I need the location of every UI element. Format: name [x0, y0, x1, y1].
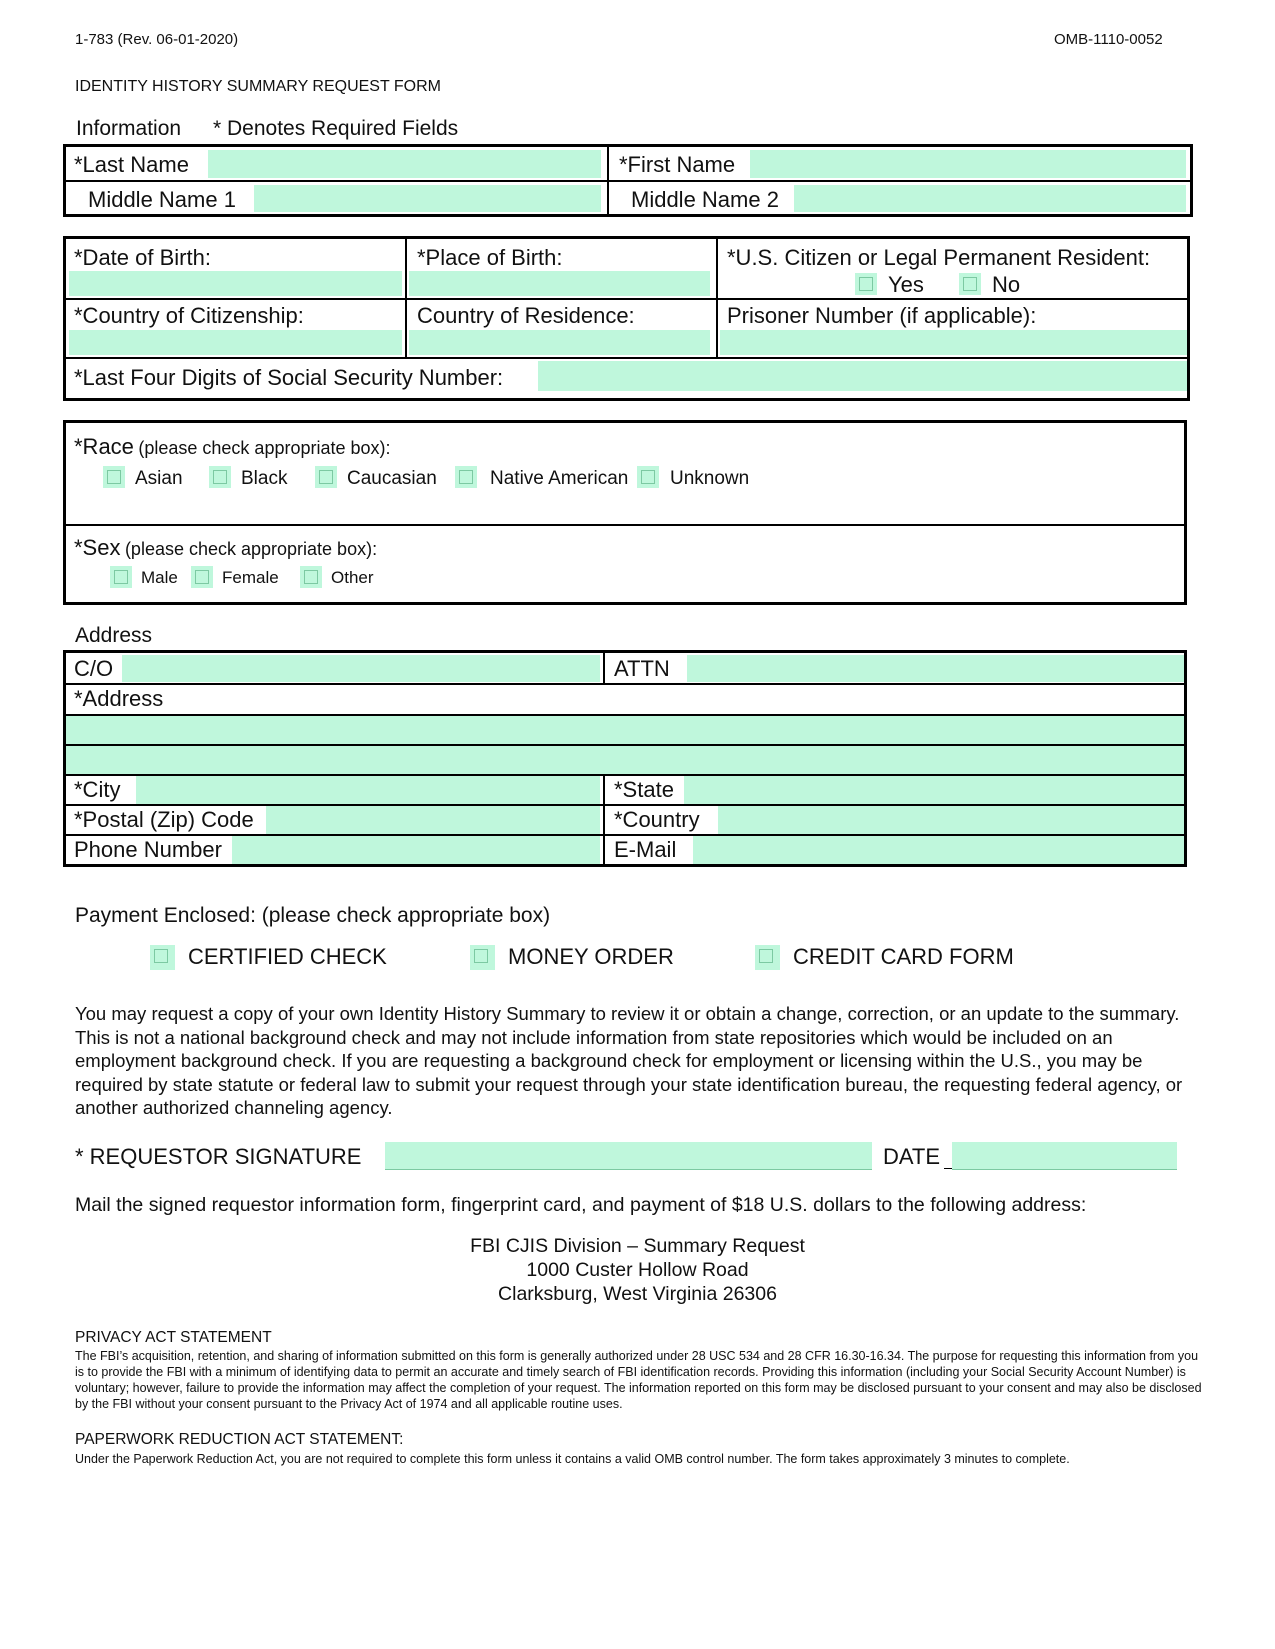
dob-input[interactable] — [69, 271, 402, 296]
race-black-label: Black — [241, 468, 288, 489]
co-label: C/O — [74, 656, 114, 681]
payment-money-order-label: MONEY ORDER — [508, 944, 674, 969]
signature-label: * REQUESTOR SIGNATURE — [75, 1144, 362, 1169]
middle-name-2-input[interactable] — [794, 185, 1186, 212]
country-input[interactable] — [718, 806, 1184, 834]
city-input[interactable] — [136, 776, 600, 804]
payment-certified-check-label: CERTIFIED CHECK — [188, 944, 387, 969]
race-sex-table — [63, 420, 1187, 605]
race-heading — [74, 434, 391, 460]
pob-label: *Place of Birth: — [417, 245, 563, 270]
email-label: E-Mail — [614, 837, 677, 862]
sex-label: *Sex — [74, 535, 121, 560]
race-asian-label: Asian — [135, 468, 183, 489]
postal-label: *Postal (Zip) Code — [74, 807, 254, 832]
race-black-checkbox[interactable] — [209, 466, 231, 488]
country-label: *Country — [614, 807, 700, 832]
citizen-no-checkbox[interactable] — [959, 273, 981, 295]
date-label: DATE — [883, 1144, 941, 1169]
citizen-label: *U.S. Citizen or Legal Permanent Resident: — [727, 245, 1151, 270]
phone-label: Phone Number — [74, 837, 222, 862]
attn-input[interactable] — [687, 655, 1184, 682]
address-line-2-input[interactable] — [66, 746, 1184, 774]
notice-paragraph: You may request a copy of your own Identity History Summary to review it or obtain a change, correction, or an update to the summary. This is not a national background check and may not include information from state repositories which would be included on an employment background check. If you are requesting a background check for employment or licensing within the U.S., you may be required by state statute or federal law to submit your request through your state identification bureau, the requesting federal agency, or another authorized channeling agency. — [75, 1003, 1183, 1118]
last-name-label: *Last Name — [74, 152, 189, 177]
ssn-label: *Last Four Digits of Social Security Number: — [74, 365, 504, 390]
info-heading: Information — [76, 117, 182, 140]
country-citizenship-label: *Country of Citizenship: — [74, 303, 304, 328]
race-hint: (please check appropriate box): — [138, 438, 391, 458]
name-table — [63, 144, 1193, 217]
payment-certified-check-checkbox[interactable] — [150, 945, 175, 970]
citizen-yes-label: Yes — [888, 272, 924, 297]
sex-heading — [74, 535, 377, 561]
race-native-american-label: Native American — [490, 468, 629, 489]
privacy-text: The FBI’s acquisition, retention, and sharing of information submitted on this form is generally authorized under 28 USC 534 and 28 CFR 16.30-16.34. The purpose for requesting this information from you is to provide the FBI with a minimum of identifying data to permit an accurate and timely search of FBI identification records. Providing this information (including your Social Security Account Number) is voluntary; however, failure to provide the information may affect the completion of your request. The information reported on this form may be disclosed pursuant to your consent and may also be disclosed by the FBI without your consent pursuant to the Privacy Act of 1974 and all applicable routine uses. — [75, 1349, 1202, 1411]
state-label: *State — [614, 777, 674, 802]
postal-input[interactable] — [266, 806, 600, 834]
sex-hint: (please check appropriate box): — [124, 539, 378, 559]
mailing-address-line-1: FBI CJIS Division – Summary Request — [470, 1235, 805, 1257]
date-underline — [944, 1168, 952, 1169]
race-caucasian-checkbox[interactable] — [315, 466, 337, 488]
race-asian-checkbox[interactable] — [103, 466, 125, 488]
state-input[interactable] — [684, 776, 1184, 804]
payment-money-order-checkbox[interactable] — [470, 945, 495, 970]
paperwork-heading: PAPERWORK REDUCTION ACT STATEMENT: — [75, 1431, 404, 1448]
email-input[interactable] — [693, 836, 1184, 864]
prisoner-number-label: Prisoner Number (if applicable): — [727, 303, 1037, 328]
country-citizenship-input[interactable] — [69, 330, 402, 355]
race-unknown-checkbox[interactable] — [637, 466, 659, 488]
prisoner-number-input[interactable] — [720, 330, 1187, 355]
ssn-input[interactable] — [538, 361, 1187, 391]
phone-input[interactable] — [232, 836, 600, 864]
sex-other-checkbox[interactable] — [300, 566, 322, 588]
middle-name-1-label: Middle Name 1 — [88, 187, 236, 212]
form-title: IDENTITY HISTORY SUMMARY REQUEST FORM — [75, 78, 441, 95]
address-label: *Address — [74, 686, 164, 711]
country-residence-input[interactable] — [409, 330, 710, 355]
payment-credit-card-checkbox[interactable] — [755, 945, 780, 970]
co-input[interactable] — [122, 655, 600, 682]
last-name-input[interactable] — [208, 150, 601, 178]
mailing-address-line-3: Clarksburg, West Virginia 26306 — [498, 1283, 777, 1305]
citizen-no-label: No — [992, 272, 1021, 297]
first-name-input[interactable] — [750, 150, 1186, 178]
race-caucasian-label: Caucasian — [347, 468, 437, 489]
sex-other-label: Other — [331, 568, 374, 587]
payment-credit-card-label: CREDIT CARD FORM — [793, 944, 1014, 969]
attn-label: ATTN — [614, 656, 670, 681]
dob-label: *Date of Birth: — [74, 245, 211, 270]
sex-female-checkbox[interactable] — [191, 566, 213, 588]
form-number: 1-783 (Rev. 06-01-2020) — [75, 31, 239, 48]
pob-input[interactable] — [409, 271, 710, 296]
citizen-yes-checkbox[interactable] — [855, 273, 877, 295]
omb-number: OMB-1110-0052 — [1054, 31, 1163, 48]
mailing-address — [0, 1234, 1275, 1306]
signature-input[interactable] — [385, 1142, 872, 1170]
race-unknown-label: Unknown — [670, 468, 750, 489]
address-line-1-input[interactable] — [66, 716, 1184, 744]
sex-male-label: Male — [141, 568, 178, 587]
payment-label: Payment Enclosed: (please check appropriate box) — [75, 904, 551, 927]
address-heading: Address — [75, 624, 153, 647]
middle-name-2-label: Middle Name 2 — [631, 187, 779, 212]
sex-male-checkbox[interactable] — [110, 566, 132, 588]
sex-female-label: Female — [222, 568, 279, 587]
required-note: * Denotes Required Fields — [213, 117, 459, 140]
country-residence-label: Country of Residence: — [417, 303, 635, 328]
mailing-address-line-2: 1000 Custer Hollow Road — [526, 1259, 749, 1281]
personal-table — [63, 236, 1190, 401]
city-label: *City — [74, 777, 121, 802]
race-label: *Race — [74, 434, 134, 459]
date-input[interactable] — [952, 1142, 1177, 1170]
address-table — [63, 650, 1187, 867]
privacy-heading: PRIVACY ACT STATEMENT — [75, 1329, 272, 1346]
middle-name-1-input[interactable] — [254, 185, 601, 212]
race-native-american-checkbox[interactable] — [455, 466, 477, 488]
paperwork-text: Under the Paperwork Reduction Act, you are not required to complete this form unless it contains a valid OMB control number. The form takes approximately 3 minutes to complete. — [75, 1452, 1070, 1466]
mail-instruction: Mail the signed requestor information form, fingerprint card, and payment of $18 U.S. dollars to the following address: — [75, 1194, 1087, 1216]
first-name-label: *First Name — [619, 152, 736, 177]
